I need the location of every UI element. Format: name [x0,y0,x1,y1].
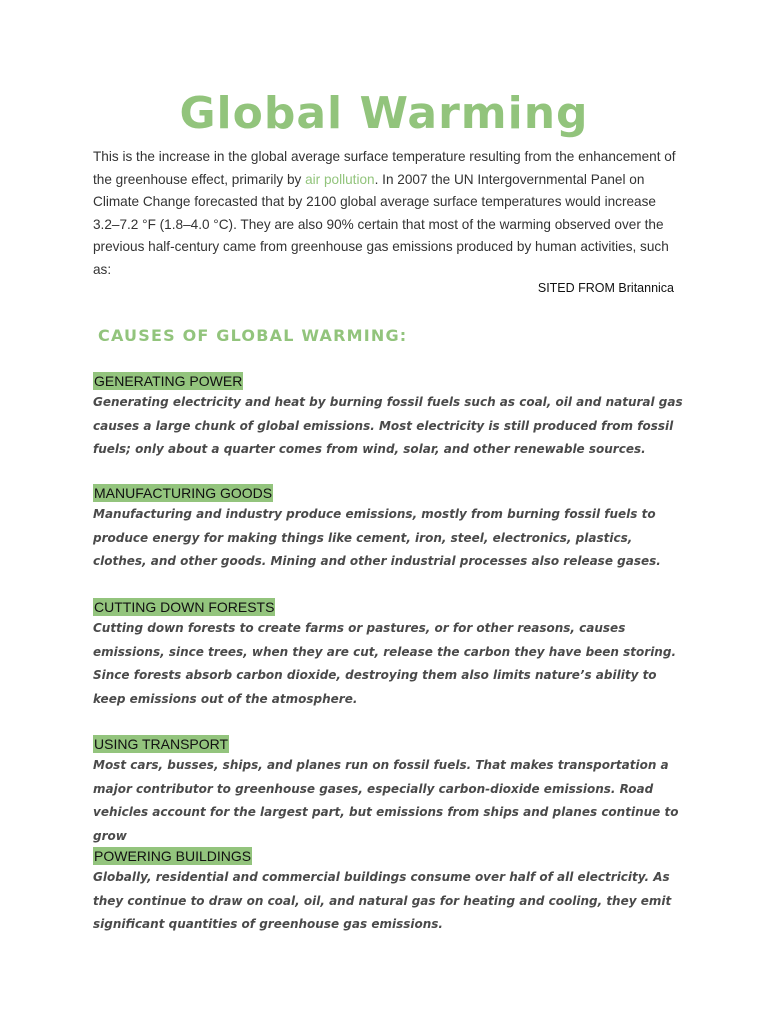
cause-title: CUTTING DOWN FORESTS [94,599,275,615]
cause-section-powering-buildings [93,846,683,937]
cause-section-generating-power [93,371,683,462]
causes-heading: CAUSES OF GLOBAL WARMING: [98,326,408,345]
cause-title: MANUFACTURING GOODS [94,485,273,501]
cause-body: Generating electricity and heat by burning fossil fuels such as coal, oil and natural gas causes a large chunk of global emissions. Most electricity is still produced from fossil fuels; only about a quarter comes from wind, solar, and other renewable sources. [93,395,683,456]
cause-section-manufacturing-goods [93,483,683,574]
cause-body: Most cars, busses, ships, and planes run on fossil fuels. That makes transportation a major contributor to greenhouse gases, especially carbon-dioxide emissions. Road vehicles account for the largest part, but emissions from ships and planes continue to grow [93,758,679,843]
intro-text-before: This is the increase in the global average surface temperature resulting from the enhancement of the greenhouse effect, primarily by [93,149,676,187]
cause-body: Cutting down forests to create farms or pastures, or for other reasons, causes emissions, since trees, when they are cut, release the carbon they have been storing. Since forests absorb carbon dioxide, destroying them also limits nature’s ability to keep emissions out of the atmosphere. [93,621,677,706]
air-pollution-link[interactable]: air pollution [305,171,375,187]
intro-text-after: . In 2007 the UN Intergovernmental Panel on Climate Change forecasted that by 2100 global average surface temperatures would increase 3.2–7.2 °F (1.8–4.0 °C). They are also 90% certain that most of the warming observed over the previous half-century came from greenhouse gas emissions produced by human activities, such as: [93,171,669,277]
cause-title: USING TRANSPORT [94,736,229,752]
cause-section-cutting-down-forests [93,597,683,711]
page-title: Global Warming [179,88,589,139]
cause-section-using-transport [93,734,683,848]
cause-title: POWERING BUILDINGS [94,848,252,864]
intro-paragraph [93,146,678,282]
source-citation: SITED FROM Britannica [537,281,674,295]
cause-body: Globally, residential and commercial buildings consume over half of all electricity. As they continue to draw on coal, oil, and natural gas for heating and cooling, they emit significant quantities of greenhouse gas emissions. [93,870,672,931]
cause-body: Manufacturing and industry produce emissions, mostly from burning fossil fuels to produce energy for making things like cement, iron, steel, electronics, plastics, clothes, and other goods. Mining and other industrial processes also release gases. [93,507,661,568]
cause-title: GENERATING POWER [94,373,243,389]
